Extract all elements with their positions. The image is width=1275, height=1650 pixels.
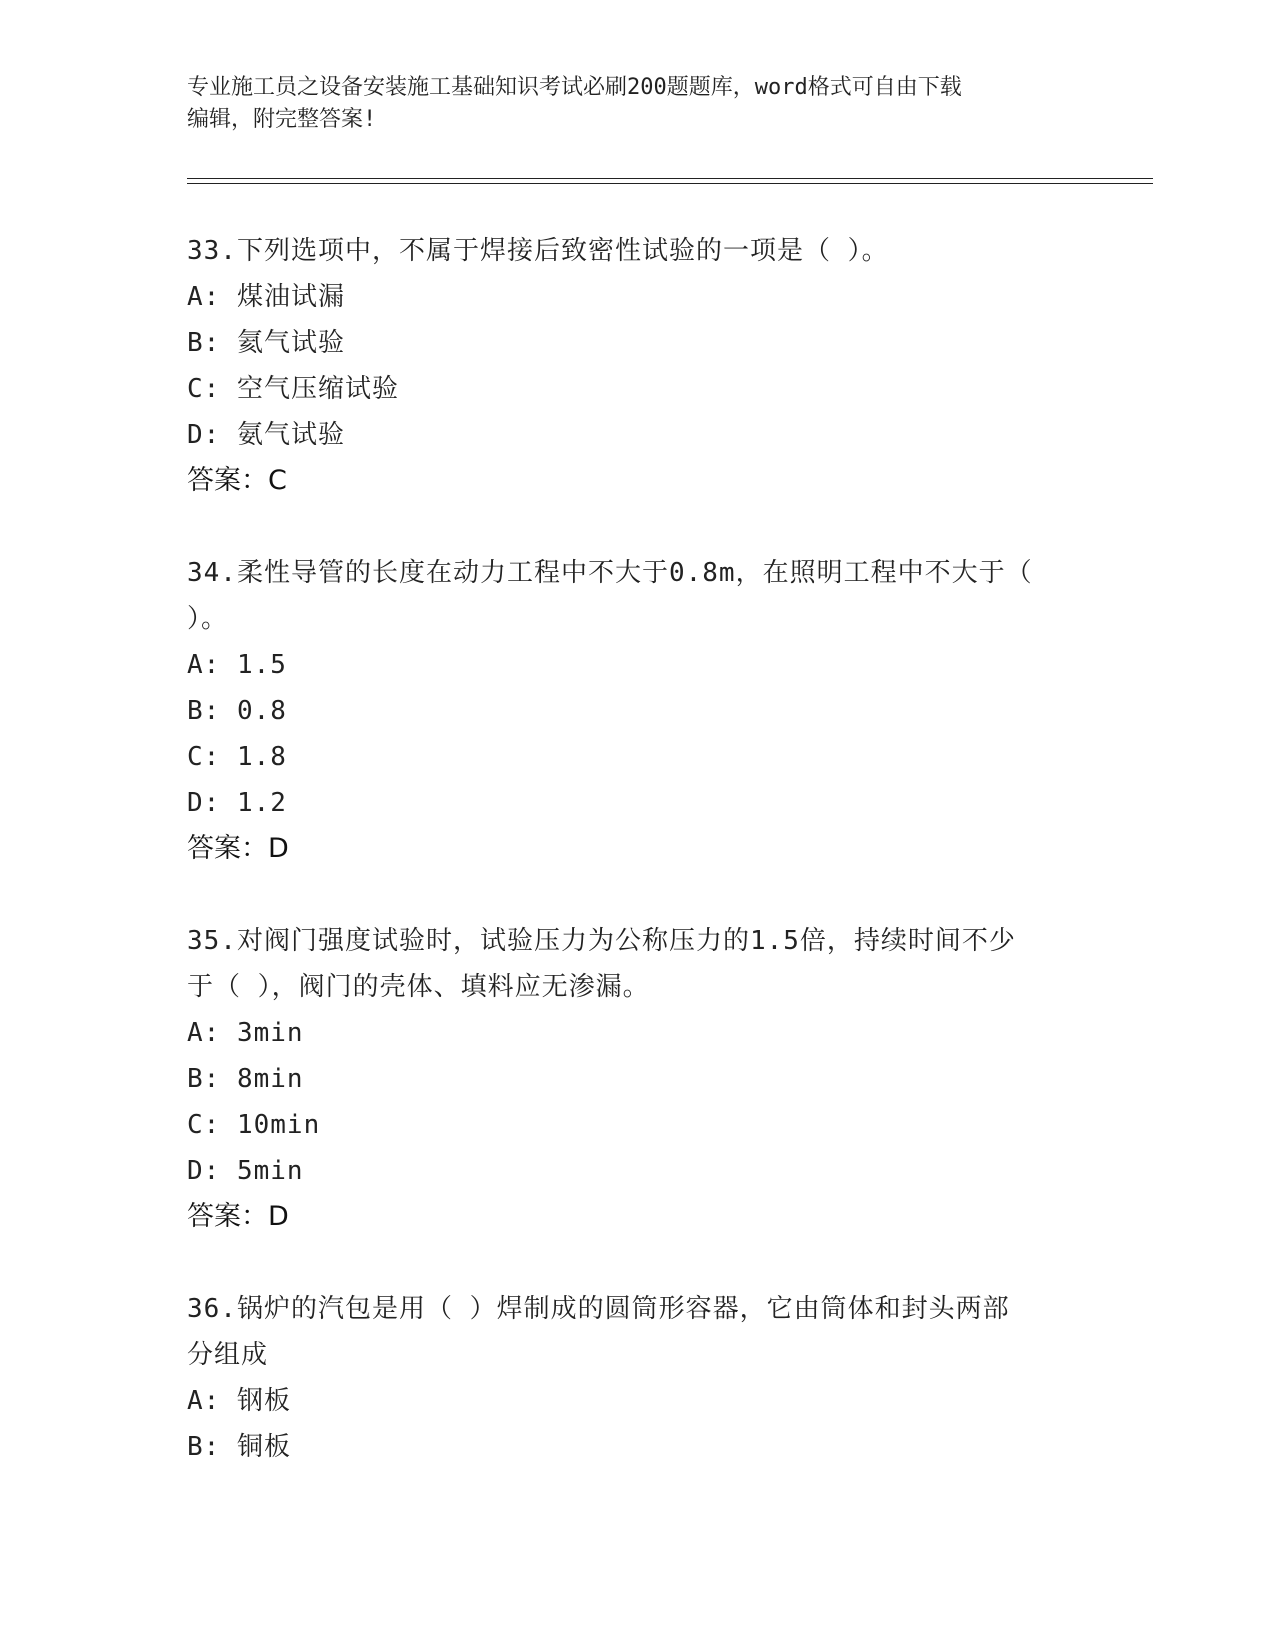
question-title: 33.下列选项中，不属于焊接后致密性试验的一项是（ ）。 [187, 236, 889, 266]
option-c: C: 1.8 [187, 742, 287, 772]
header-line-2: 编辑，附完整答案! [187, 107, 377, 132]
option-a: A: 3min [187, 1018, 304, 1048]
header-divider-bottom [187, 183, 1153, 184]
question-33 [187, 228, 1087, 504]
question-title-line-2: 于（ ），阀门的壳体、填料应无渗漏。 [187, 972, 650, 1002]
document-header [187, 72, 1087, 136]
question-title-line-1: 34.柔性导管的长度在动力工程中不大于0.8m，在照明工程中不大于（ [187, 558, 1033, 588]
header-line-1: 专业施工员之设备安装施工基础知识考试必刷200题题库，word格式可自由下载 [187, 75, 962, 100]
option-d: D: 1.2 [187, 788, 287, 818]
option-b: B: 氦气试验 [187, 328, 345, 358]
answer-line [187, 826, 1087, 872]
option-a: A: 煤油试漏 [187, 282, 345, 312]
option-a: A: 1.5 [187, 650, 287, 680]
option-a: A: 钢板 [187, 1386, 291, 1416]
option-d: D: 5min [187, 1156, 304, 1186]
question-title-line-1: 35.对阀门强度试验时，试验压力为公称压力的1.5倍，持续时间不少 [187, 926, 1016, 956]
answer-value: D [268, 1201, 289, 1232]
option-b: B: 8min [187, 1064, 304, 1094]
answer-value: C [268, 465, 287, 496]
answer-label: 答案： [187, 833, 268, 864]
question-36 [187, 1286, 1087, 1470]
option-c: C: 空气压缩试验 [187, 374, 399, 404]
option-b: B: 0.8 [187, 696, 287, 726]
answer-value: D [268, 833, 289, 864]
answer-label: 答案： [187, 465, 268, 496]
answer-label: 答案： [187, 1201, 268, 1232]
answer-line [187, 1194, 1087, 1240]
question-title-line-1: 36.锅炉的汽包是用（ ）焊制成的圆筒形容器，它由筒体和封头两部 [187, 1294, 1010, 1324]
option-b: B: 铜板 [187, 1432, 291, 1462]
option-c: C: 10min [187, 1110, 321, 1140]
option-d: D: 氨气试验 [187, 420, 345, 450]
answer-line [187, 458, 1087, 504]
question-title-line-2: ）。 [187, 604, 229, 634]
header-divider-top [187, 178, 1153, 179]
question-title-line-2: 分组成 [187, 1340, 269, 1370]
question-34 [187, 550, 1087, 872]
question-35 [187, 918, 1087, 1240]
